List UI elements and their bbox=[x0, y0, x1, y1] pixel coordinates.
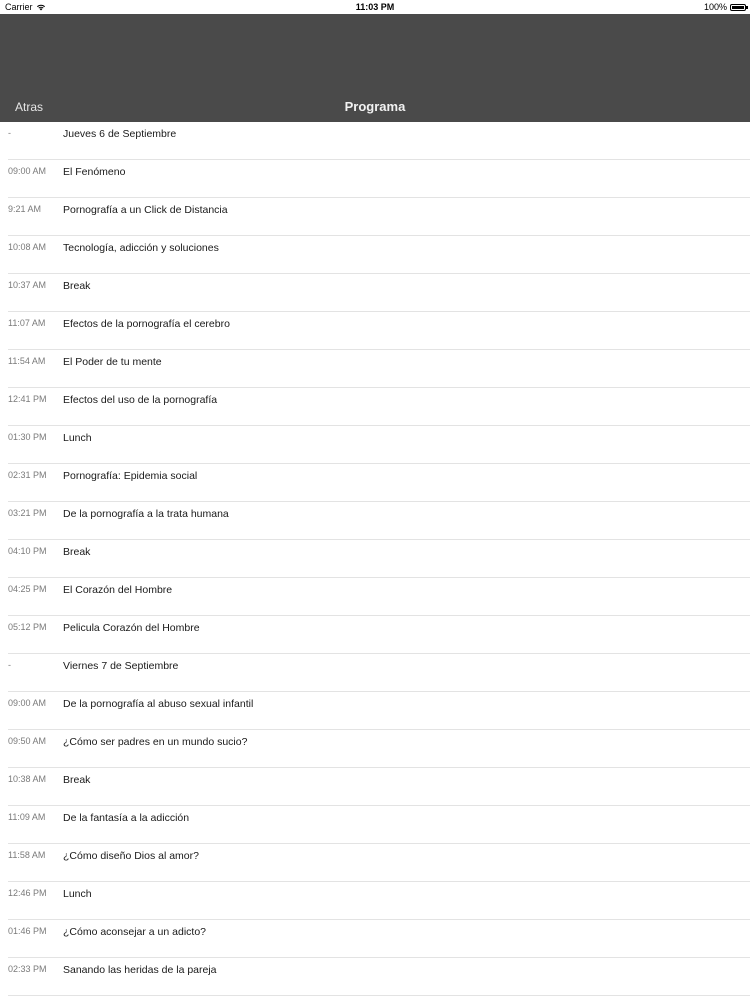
program-time: - bbox=[8, 660, 11, 670]
program-row[interactable] bbox=[8, 958, 750, 996]
status-time: 11:03 PM bbox=[355, 2, 395, 12]
program-time: 02:33 PM bbox=[8, 964, 47, 974]
status-bar bbox=[0, 0, 750, 14]
program-row[interactable] bbox=[8, 160, 750, 198]
program-title: El Fenómeno bbox=[63, 166, 126, 178]
program-time: 12:46 PM bbox=[8, 888, 47, 898]
program-title: Jueves 6 de Septiembre bbox=[63, 128, 177, 140]
program-title: Lunch bbox=[63, 432, 92, 444]
program-title: Viernes 7 de Septiembre bbox=[63, 660, 179, 672]
program-time: 9:21 AM bbox=[8, 204, 42, 214]
back-button[interactable]: Atras bbox=[15, 100, 44, 114]
program-title: De la pornografía a la trata humana bbox=[63, 508, 229, 520]
program-time: 09:50 AM bbox=[8, 736, 47, 746]
day-header-row[interactable] bbox=[8, 122, 750, 160]
program-row[interactable] bbox=[8, 920, 750, 958]
navigation-bar bbox=[0, 14, 750, 122]
program-row[interactable] bbox=[8, 198, 750, 236]
program-time: 11:58 AM bbox=[8, 850, 46, 860]
program-row[interactable] bbox=[8, 274, 750, 312]
program-title: Break bbox=[63, 280, 91, 292]
program-time: 11:09 AM bbox=[8, 812, 46, 822]
program-title: El Corazón del Hombre bbox=[63, 584, 173, 596]
program-title: ¿Cómo diseño Dios al amor? bbox=[63, 850, 199, 862]
program-row[interactable] bbox=[8, 350, 750, 388]
program-row[interactable] bbox=[8, 502, 750, 540]
program-time: - bbox=[8, 128, 11, 138]
program-title: El Poder de tu mente bbox=[63, 356, 162, 368]
program-time: 10:38 AM bbox=[8, 774, 47, 784]
program-list bbox=[0, 122, 750, 996]
program-time: 11:07 AM bbox=[8, 318, 46, 328]
program-time: 12:41 PM bbox=[8, 394, 47, 404]
program-title: Pornografía: Epidemia social bbox=[63, 470, 198, 482]
program-title: Break bbox=[63, 774, 91, 786]
program-time: 11:54 AM bbox=[8, 356, 46, 366]
program-title: Efectos de la pornografía el cerebro bbox=[63, 318, 230, 330]
program-row[interactable] bbox=[8, 616, 750, 654]
program-time: 03:21 PM bbox=[8, 508, 47, 518]
program-title: Tecnología, adicción y soluciones bbox=[63, 242, 219, 254]
program-time: 09:00 AM bbox=[8, 166, 47, 176]
battery-indicator bbox=[704, 2, 746, 12]
program-row[interactable] bbox=[8, 426, 750, 464]
program-title: Sanando las heridas de la pareja bbox=[63, 964, 217, 976]
program-row[interactable] bbox=[8, 806, 750, 844]
program-row[interactable] bbox=[8, 540, 750, 578]
program-row[interactable] bbox=[8, 578, 750, 616]
program-row[interactable] bbox=[8, 312, 750, 350]
program-row[interactable] bbox=[8, 388, 750, 426]
program-time: 04:10 PM bbox=[8, 546, 47, 556]
program-title: Break bbox=[63, 546, 91, 558]
page-title: Programa bbox=[344, 99, 406, 114]
program-title: De la pornografía al abuso sexual infantil bbox=[63, 698, 254, 710]
program-title: Pornografía a un Click de Distancia bbox=[63, 204, 228, 216]
program-title: ¿Cómo aconsejar a un adicto? bbox=[63, 926, 206, 938]
program-row[interactable] bbox=[8, 464, 750, 502]
program-time: 02:31 PM bbox=[8, 470, 47, 480]
program-row[interactable] bbox=[8, 730, 750, 768]
carrier-label: Carrier bbox=[5, 2, 33, 12]
battery-percent: 100% bbox=[703, 2, 727, 12]
program-time: 04:25 PM bbox=[8, 584, 47, 594]
battery-icon bbox=[730, 4, 746, 11]
program-time: 10:37 AM bbox=[8, 280, 47, 290]
program-row[interactable] bbox=[8, 768, 750, 806]
program-time: 05:12 PM bbox=[8, 622, 47, 632]
day-header-row[interactable] bbox=[8, 654, 750, 692]
program-time: 09:00 AM bbox=[8, 698, 47, 708]
program-row[interactable] bbox=[8, 236, 750, 274]
program-title: De la fantasía a la adicción bbox=[63, 812, 190, 824]
program-row[interactable] bbox=[8, 844, 750, 882]
program-row[interactable] bbox=[8, 692, 750, 730]
program-title: Lunch bbox=[63, 888, 92, 900]
program-time: 10:08 AM bbox=[8, 242, 47, 252]
program-title: Efectos del uso de la pornografía bbox=[63, 394, 218, 406]
program-time: 01:30 PM bbox=[8, 432, 47, 442]
program-title: Pelicula Corazón del Hombre bbox=[63, 622, 200, 634]
program-time: 01:46 PM bbox=[8, 926, 47, 936]
program-title: ¿Cómo ser padres en un mundo sucio? bbox=[63, 736, 248, 748]
program-row[interactable] bbox=[8, 882, 750, 920]
